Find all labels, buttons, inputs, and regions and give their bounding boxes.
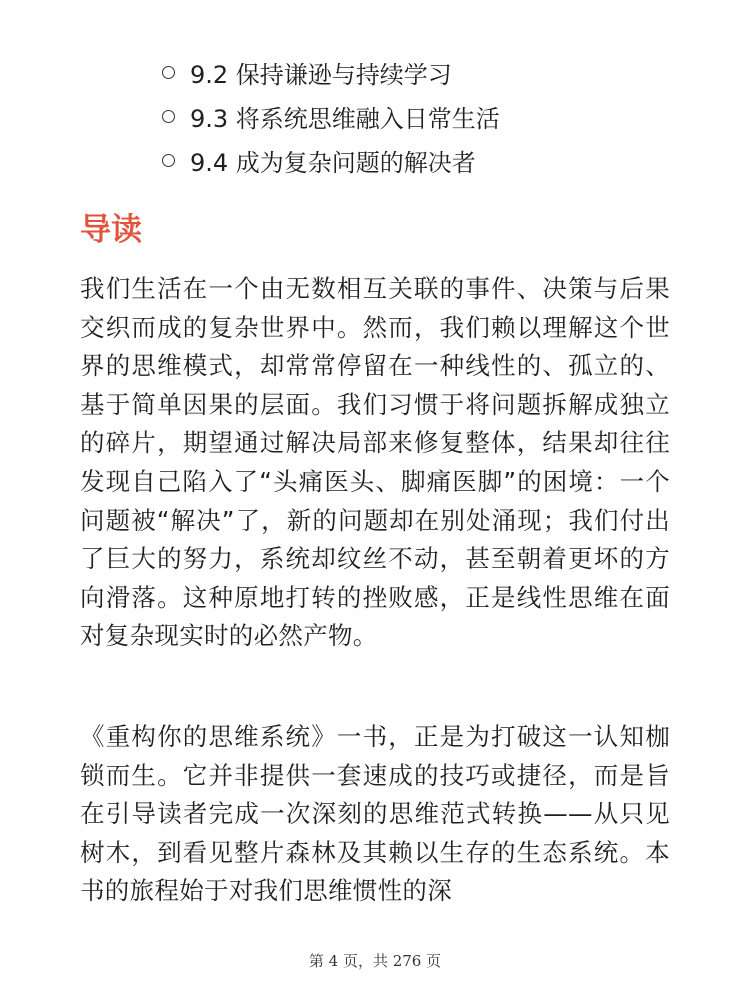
body-paragraph: 我们生活在一个由无数相互关联的事件、决策与后果交织而成的复杂世界中。然而，我们赖以理解这个世界的思维模式，却常常停留在一种线性的、孤立的、基于简单因果的层面。我们习惯于将问题拆解成独立的碎片，期望通过解决局部来修复整体，结果却往往发现自己陷入了“头痛医头、脚痛医脚”的困境：一个问题被“解决”了，新的问题却在别处涌现；我们付出了巨大的努力，系统却纹丝不动，甚至朝着更坏的方向滑落。这种原地打转的挫败感，正是线性思维在面对复杂现实时的必然产物。 [80,274,670,651]
toc-list [162,50,500,182]
body-paragraph: 《重构你的思维系统》一书，正是为打破这一认知枷锁而生。它并非提供一套速成的技巧或捷径，而是旨在引导读者完成一次深刻的思维范式转换——从只见树木，到看见整片森林及其赖以生存的生态系统。本书的旅程始于对我们思维惯性的深 [80,722,670,906]
toc-item-9-2[interactable] [162,50,500,94]
circle-bullet-icon [162,66,175,79]
toc-item-9-3[interactable] [162,94,500,138]
toc-item-label: 9.3 将系统思维融入日常生活 [190,104,500,133]
section-heading: 导读 [80,212,142,248]
toc-item-label: 9.2 保持谦逊与持续学习 [190,60,452,89]
circle-bullet-icon [162,110,175,123]
toc-item-9-4[interactable] [162,138,500,182]
circle-bullet-icon [162,154,175,167]
toc-item-label: 9.4 成为复杂问题的解决者 [190,148,476,177]
page-number-footer: 第 4 页，共 276 页 [308,952,442,970]
